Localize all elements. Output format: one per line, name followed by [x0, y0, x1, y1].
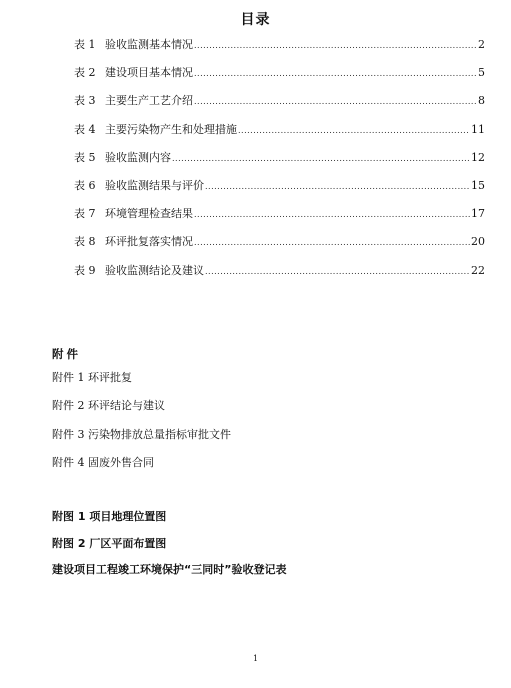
toc-entry-page: 15	[471, 178, 485, 192]
appendix-item[interactable]: 附件 2 环评结论与建议	[52, 399, 165, 413]
toc-entry-page: 12	[471, 150, 485, 164]
toc-leader-dots	[194, 41, 477, 50]
toc-entry-label: 验收监测基本情况	[105, 38, 193, 51]
toc-entry[interactable]	[74, 92, 485, 120]
toc-entry-label: 验收监测结果与评价	[105, 178, 204, 192]
toc-entry-number: 表 7	[74, 207, 96, 221]
toc-entry-page: 20	[471, 235, 485, 249]
toc-entry-page: 8	[478, 94, 485, 108]
toc-leader-dots	[205, 267, 470, 276]
toc-entry-label: 验收监测内容	[105, 150, 171, 164]
toc-entry-number: 表 9	[74, 263, 96, 277]
table-of-contents	[74, 36, 485, 290]
appendix-item[interactable]: 附件 4 固废外售合同	[52, 455, 154, 469]
toc-leader-dots	[172, 154, 470, 163]
figure-item[interactable]: 附图 1 项目地理位置图	[52, 510, 167, 523]
toc-entry[interactable]	[74, 36, 485, 64]
toc-entry-label: 主要污染物产生和处理措施	[105, 122, 237, 136]
appendix-item[interactable]: 附件 3 污染物排放总量指标审批文件	[52, 427, 231, 441]
toc-entry[interactable]	[74, 233, 485, 261]
toc-entry[interactable]	[74, 177, 485, 205]
toc-entry[interactable]	[74, 205, 485, 233]
toc-leader-dots	[194, 69, 477, 78]
appendix-item[interactable]: 附件 1 环评批复	[52, 371, 132, 384]
toc-entry-label: 环评批复落实情况	[105, 235, 193, 249]
toc-entry[interactable]	[74, 149, 485, 177]
toc-entry-label: 建设项目基本情况	[105, 66, 193, 80]
toc-entry[interactable]	[74, 121, 485, 149]
toc-entry-label: 验收监测结论及建议	[105, 263, 204, 277]
toc-leader-dots	[205, 182, 470, 191]
toc-entry-number: 表 8	[74, 235, 96, 249]
toc-entry-number: 表 1	[74, 38, 96, 51]
page-number: 1	[252, 654, 259, 663]
toc-entry-page: 22	[471, 263, 485, 277]
toc-entry-label: 环境管理检查结果	[105, 207, 193, 221]
toc-leader-dots	[194, 238, 470, 247]
appendix-heading: 附件	[52, 347, 81, 361]
toc-entry[interactable]	[74, 262, 485, 290]
toc-entry-number: 表 3	[74, 94, 96, 108]
toc-entry-label: 主要生产工艺介绍	[105, 94, 193, 108]
toc-entry-page: 5	[478, 66, 485, 80]
figure-list	[52, 508, 286, 588]
toc-entry-page: 2	[478, 38, 485, 51]
toc-leader-dots	[238, 126, 470, 135]
toc-leader-dots	[194, 97, 477, 106]
toc-entry-page: 17	[471, 207, 485, 221]
figure-item[interactable]: 附图 2 厂区平面布置图	[52, 536, 167, 550]
toc-entry[interactable]	[74, 64, 485, 92]
toc-entry-number: 表 2	[74, 66, 96, 80]
appendix-list	[52, 369, 231, 482]
toc-entry-number: 表 5	[74, 150, 96, 164]
toc-leader-dots	[194, 210, 470, 219]
toc-entry-page: 11	[471, 122, 485, 136]
toc-entry-number: 表 4	[74, 122, 96, 136]
toc-entry-number: 表 6	[74, 178, 96, 192]
registration-form-item[interactable]: 建设项目工程竣工环境保护“三同时”验收登记表	[52, 563, 287, 576]
toc-title: 目录	[240, 12, 271, 28]
